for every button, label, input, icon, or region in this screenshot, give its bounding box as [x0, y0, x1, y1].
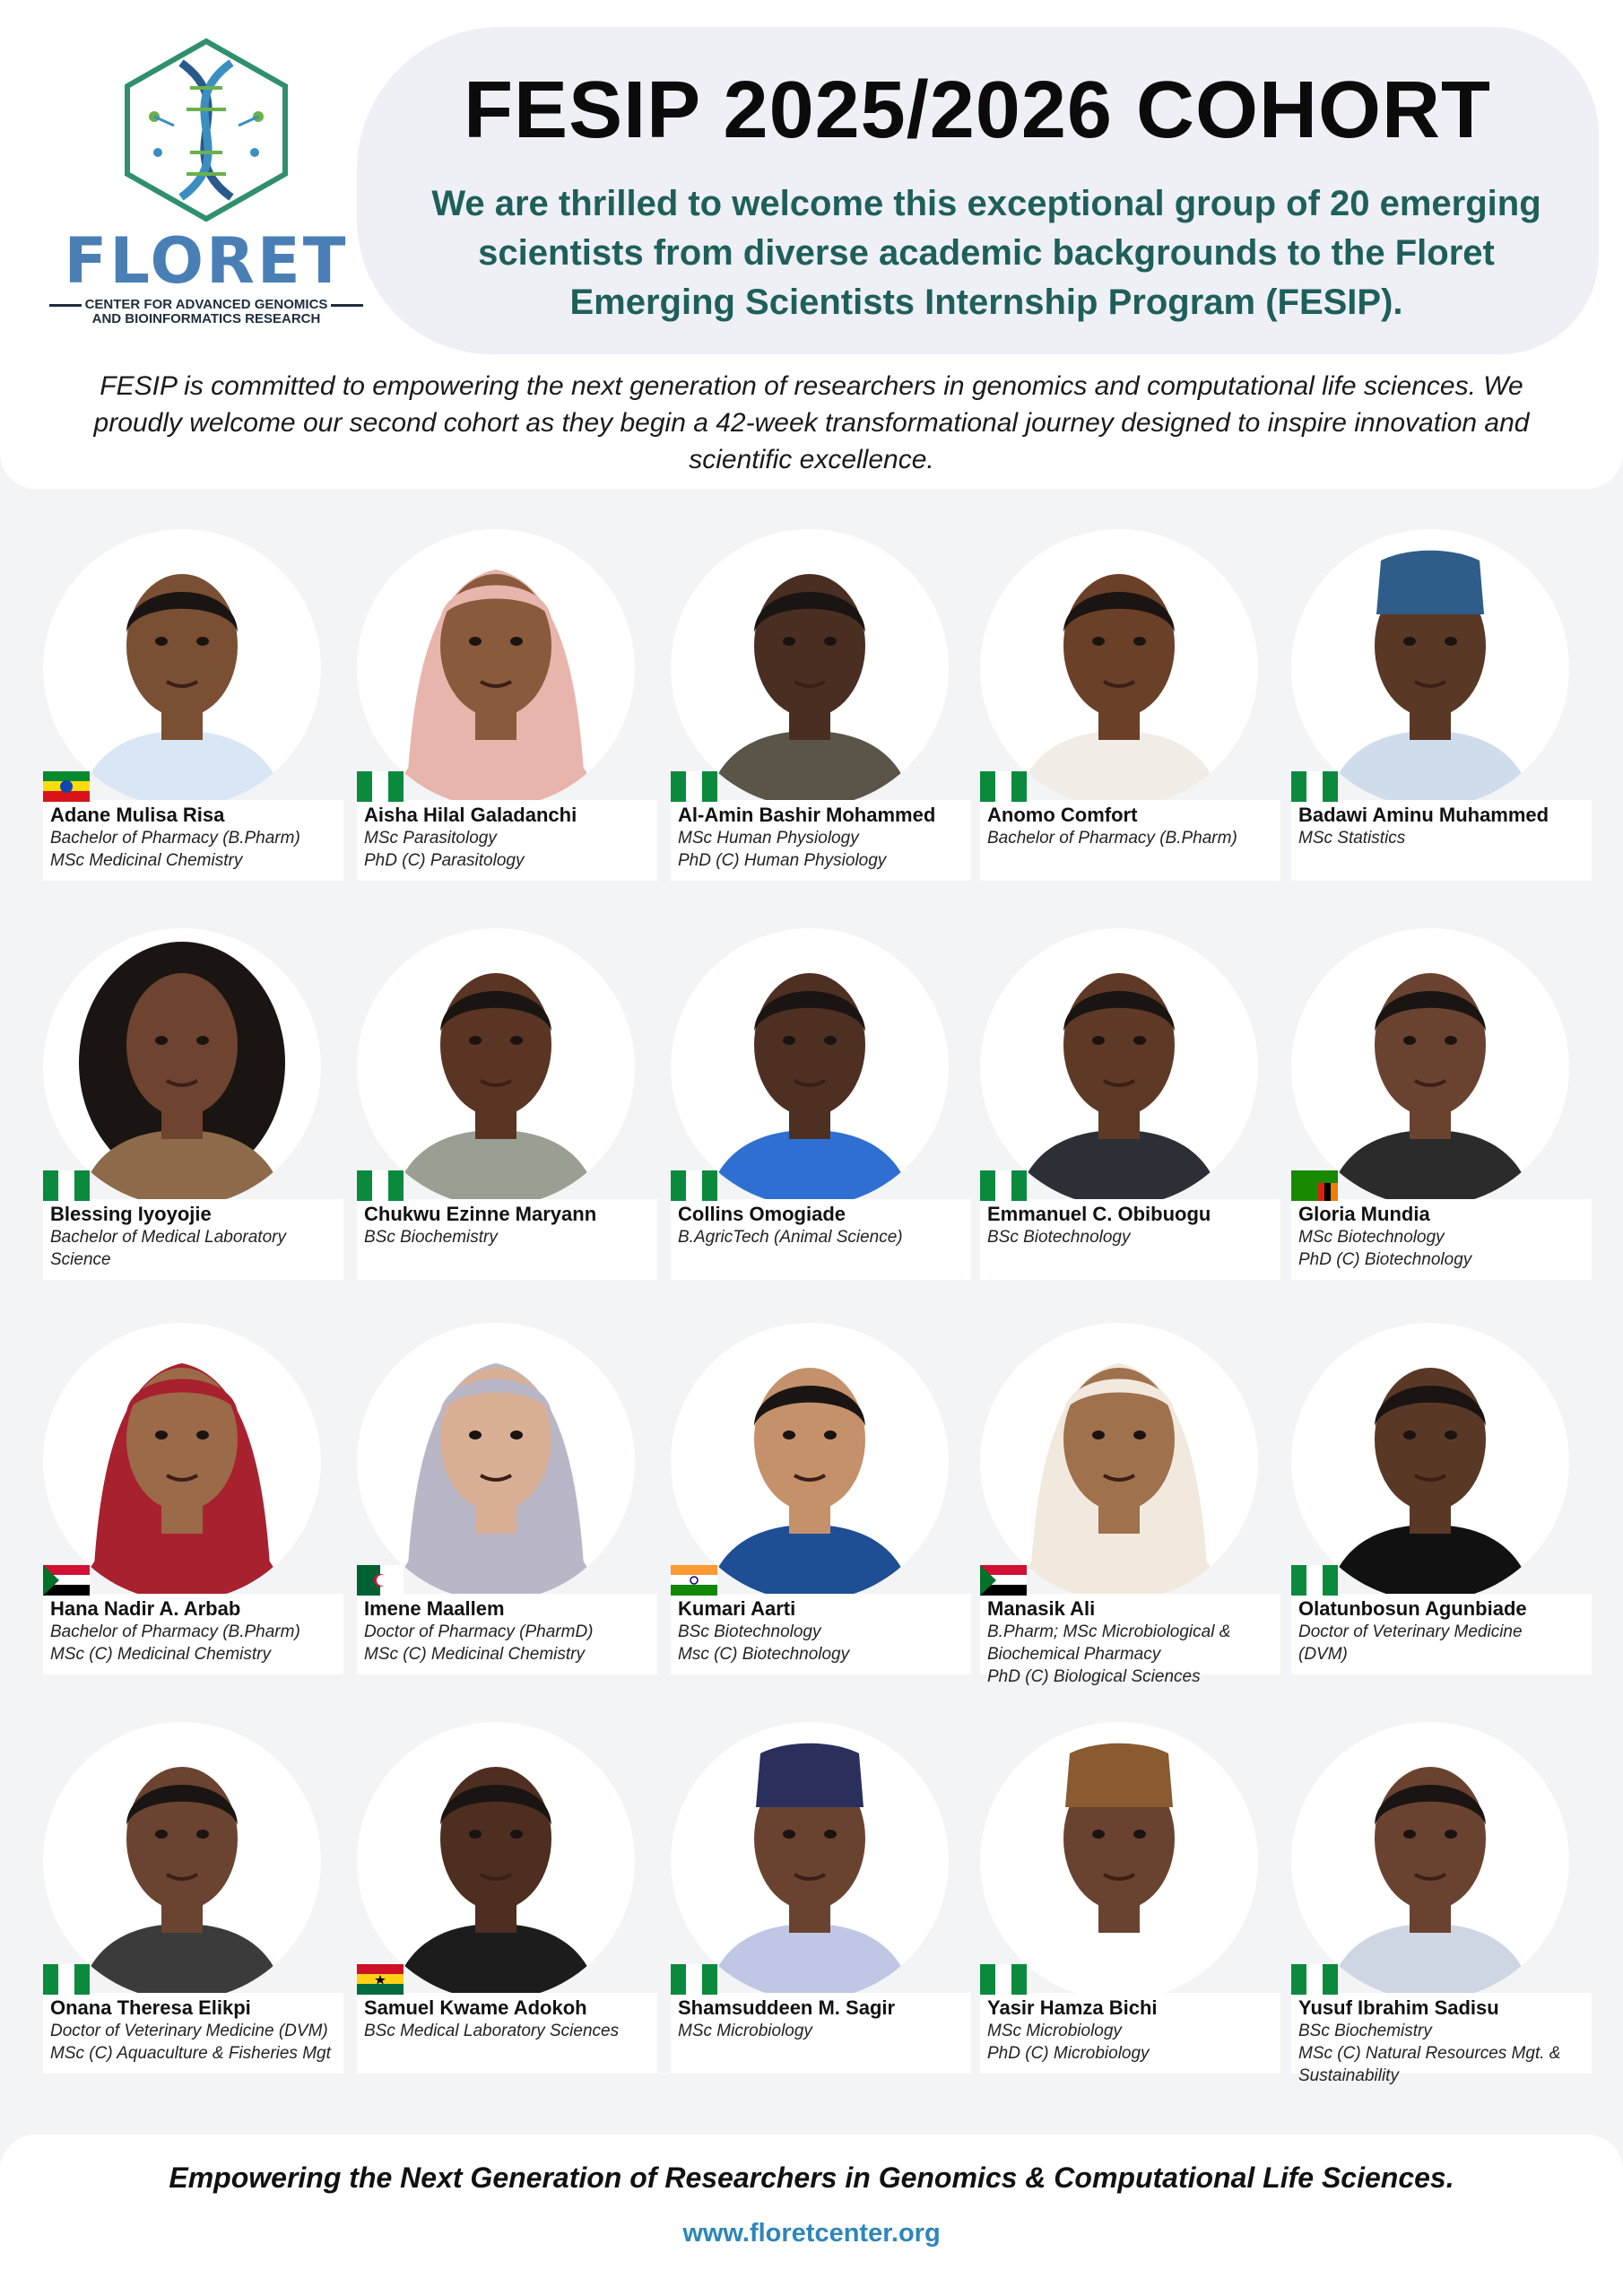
cohort-member-card	[671, 529, 949, 879]
member-name: Gloria Mundia	[1298, 1203, 1430, 1225]
portrait-circle	[980, 1323, 1258, 1601]
member-name: Anomo Comfort	[987, 804, 1138, 826]
portrait-circle	[671, 1323, 949, 1601]
portrait-circle	[357, 1722, 635, 2000]
sudan-flag-icon	[43, 1565, 90, 1596]
member-degrees: MSc Microbiology	[678, 2022, 812, 2040]
portrait-circle	[1291, 1722, 1569, 2000]
member-name: Aisha Hilal Galadanchi	[364, 804, 577, 826]
floret-logo	[45, 36, 368, 332]
cohort-member-card	[671, 928, 949, 1278]
member-degrees: Bachelor of Medical Laboratory Science	[50, 1228, 286, 1269]
nigeria-flag-icon	[671, 1170, 717, 1201]
member-info	[980, 1199, 1280, 1280]
nigeria-flag-icon	[1291, 1565, 1338, 1596]
portrait-photo	[43, 529, 321, 807]
member-name: Adane Mulisa Risa	[50, 804, 225, 826]
nigeria-flag-icon	[1291, 771, 1338, 802]
portrait-photo	[357, 1323, 635, 1601]
member-info	[1291, 1993, 1592, 2085]
cohort-member-card	[43, 928, 321, 1278]
member-name: Emmanuel C. Obibuogu	[987, 1203, 1211, 1225]
member-degrees: MSc Microbiology PhD (C) Microbiology	[987, 2022, 1150, 2063]
portrait-photo	[1291, 928, 1569, 1206]
nigeria-flag-icon	[671, 1964, 717, 1995]
member-degrees: B.Pharm; MSc Microbiological & Biochemical Pharmacy PhD (C) Biological Sciences	[987, 1622, 1231, 1686]
member-info	[980, 1594, 1280, 1686]
cohort-member-card	[980, 1323, 1258, 1686]
footer-tagline: Empowering the Next Generation of Researchers in Genomics & Computational Life Sciences.	[169, 2161, 1454, 2194]
member-info	[357, 1594, 657, 1674]
member-info	[980, 800, 1280, 881]
portrait-circle	[43, 1722, 321, 2000]
portrait-circle	[43, 1323, 321, 1601]
member-name: Chukwu Ezinne Maryann	[364, 1203, 597, 1225]
portrait-circle	[671, 928, 949, 1206]
portrait-photo	[43, 1323, 321, 1601]
member-info	[1291, 1199, 1592, 1280]
member-degrees: BSc Biochemistry	[364, 1228, 498, 1247]
portrait-circle	[980, 529, 1258, 807]
member-info	[1291, 1594, 1592, 1674]
nigeria-flag-icon	[671, 771, 717, 802]
portrait-circle	[1291, 928, 1569, 1206]
portrait-circle	[1291, 1323, 1569, 1601]
portrait-photo	[1291, 529, 1569, 807]
portrait-photo	[357, 529, 635, 807]
logo-wordmark: FLORET	[64, 224, 349, 298]
member-info	[980, 1993, 1280, 2074]
member-degrees: BSc Biotechnology	[987, 1228, 1131, 1247]
member-info	[357, 800, 657, 881]
member-info	[671, 1594, 971, 1674]
cohort-member-card	[357, 928, 635, 1278]
portrait-photo	[43, 928, 321, 1206]
member-name: Shamsuddeen M. Sagir	[678, 1996, 896, 2019]
member-info	[43, 1993, 343, 2074]
ethiopia-flag-icon	[43, 771, 90, 802]
cohort-member-card	[671, 1323, 949, 1673]
cohort-member-card	[671, 1722, 949, 2072]
portrait-photo	[357, 928, 635, 1206]
portrait-photo	[43, 1722, 321, 2000]
portrait-photo	[671, 529, 949, 807]
page-title: FESIP 2025/2026 COHORT	[464, 65, 1491, 155]
member-degrees: MSc Biotechnology PhD (C) Biotechnology	[1298, 1228, 1472, 1269]
member-name: Blessing Iyoyojie	[50, 1203, 212, 1225]
portrait-photo	[1291, 1722, 1569, 2000]
cohort-member-card	[357, 1722, 635, 2072]
member-name: Al-Amin Bashir Mohammed	[678, 804, 936, 826]
footer-panel	[0, 2135, 1623, 2296]
cohort-member-card	[43, 1722, 331, 2072]
logo-subtitle: CENTER FOR ADVANCED GENOMICS AND BIOINFORMATICS RESEARCH	[45, 298, 368, 326]
portrait-photo	[671, 928, 949, 1206]
portrait-photo	[671, 1722, 949, 2000]
member-info	[43, 1199, 343, 1280]
portrait-circle	[357, 928, 635, 1206]
ghana-flag-icon	[357, 1964, 404, 1995]
website-link[interactable]: www.floretcenter.org	[682, 2219, 941, 2248]
portrait-circle	[980, 928, 1258, 1206]
portrait-photo	[980, 1323, 1258, 1601]
cohort-member-card	[1291, 1722, 1569, 2085]
member-info	[1291, 800, 1592, 881]
portrait-circle	[357, 529, 635, 807]
cohort-member-card	[43, 529, 321, 879]
portrait-photo	[980, 1722, 1258, 2000]
member-name: Kumari Aarti	[678, 1597, 796, 1620]
zambia-flag-icon	[1291, 1170, 1338, 1201]
member-degrees: Doctor of Veterinary Medicine (DVM)	[1298, 1622, 1523, 1664]
nigeria-flag-icon	[357, 1170, 404, 1201]
member-name: Manasik Ali	[987, 1597, 1096, 1620]
member-name: Collins Omogiade	[678, 1203, 846, 1225]
member-name: Yasir Hamza Bichi	[987, 1996, 1158, 2019]
member-degrees: MSc Parasitology PhD (C) Parasitology	[364, 829, 525, 870]
portrait-photo	[357, 1722, 635, 2000]
nigeria-flag-icon	[43, 1964, 90, 1995]
nigeria-flag-icon	[1291, 1964, 1338, 1995]
cohort-member-card	[357, 529, 635, 879]
member-degrees: Doctor of Veterinary Medicine (DVM) MSc (C) Aquaculture & Fisheries Mgt	[50, 2022, 331, 2063]
intro-text: FESIP is committed to empowering the next generation of researchers in genomics and computational life sciences. We proudly welcome our second cohort as they begin a 42-week transformational journey designed to inspire innovation and scientific excellence.	[93, 371, 1530, 474]
member-degrees: Doctor of Pharmacy (PharmD) MSc (C) Medicinal Chemistry	[364, 1622, 594, 1664]
member-info	[671, 1199, 971, 1280]
member-degrees: Bachelor of Pharmacy (B.Pharm)	[987, 829, 1237, 848]
portrait-circle	[980, 1722, 1258, 2000]
cohort-member-card	[357, 1323, 635, 1673]
cohort-member-card	[1291, 1323, 1569, 1673]
dna-hexagon-icon	[118, 36, 294, 224]
member-degrees: Bachelor of Pharmacy (B.Pharm) MSc Medicinal Chemistry	[50, 829, 300, 870]
member-info	[357, 1993, 657, 2074]
portrait-circle	[357, 1323, 635, 1601]
portrait-circle	[43, 529, 321, 807]
portrait-photo	[980, 529, 1258, 807]
cohort-member-card	[1291, 529, 1569, 879]
portrait-circle	[1291, 529, 1569, 807]
nigeria-flag-icon	[980, 1170, 1027, 1201]
member-degrees: B.AgricTech (Animal Science)	[678, 1228, 903, 1247]
member-name: Samuel Kwame Adokoh	[364, 1996, 587, 2019]
portrait-circle	[43, 928, 321, 1206]
member-name: Onana Theresa Elikpi	[50, 1996, 251, 2019]
member-degrees: MSc Statistics	[1298, 829, 1406, 848]
member-degrees: BSc Biotechnology Msc (C) Biotechnology	[678, 1622, 850, 1664]
nigeria-flag-icon	[980, 771, 1027, 802]
algeria-flag-icon	[357, 1565, 404, 1596]
member-name: Badawi Aminu Muhammed	[1298, 804, 1549, 826]
nigeria-flag-icon	[980, 1964, 1027, 1995]
nigeria-flag-icon	[357, 771, 404, 802]
member-info	[671, 1993, 971, 2074]
sudan-flag-icon	[980, 1565, 1027, 1596]
member-degrees: MSc Human Physiology PhD (C) Human Physiology	[678, 829, 887, 870]
member-name: Yusuf Ibrahim Sadisu	[1298, 1996, 1499, 2019]
member-degrees: Bachelor of Pharmacy (B.Pharm) MSc (C) Medicinal Chemistry	[50, 1622, 300, 1664]
portrait-photo	[671, 1323, 949, 1601]
member-name: Imene Maallem	[364, 1597, 505, 1620]
member-info	[43, 800, 343, 881]
portrait-photo	[1291, 1323, 1569, 1601]
cohort-member-card	[43, 1323, 321, 1673]
welcome-text: We are thrilled to welcome this exceptional group of 20 emerging scientists from diverse academic backgrounds to the Floret Emerging Scientists Internship Program (FESIP).	[431, 184, 1541, 322]
portrait-circle	[671, 1722, 949, 2000]
portrait-circle	[671, 529, 949, 807]
cohort-member-card	[980, 529, 1258, 879]
member-degrees: BSc Medical Laboratory Sciences	[364, 2022, 620, 2040]
cohort-member-card	[1291, 928, 1569, 1278]
member-name: Olatunbosun Agunbiade	[1298, 1597, 1527, 1620]
portrait-photo	[980, 928, 1258, 1206]
member-info	[671, 800, 971, 881]
cohort-member-card	[980, 928, 1258, 1278]
member-name: Hana Nadir A. Arbab	[50, 1597, 241, 1620]
cohort-member-card	[980, 1722, 1258, 2072]
nigeria-flag-icon	[43, 1170, 90, 1201]
member-degrees: BSc Biochemistry MSc (C) Natural Resources Mgt. & Sustainability	[1298, 2022, 1561, 2085]
member-info	[357, 1199, 657, 1280]
member-info	[43, 1594, 343, 1674]
india-flag-icon	[671, 1565, 717, 1596]
